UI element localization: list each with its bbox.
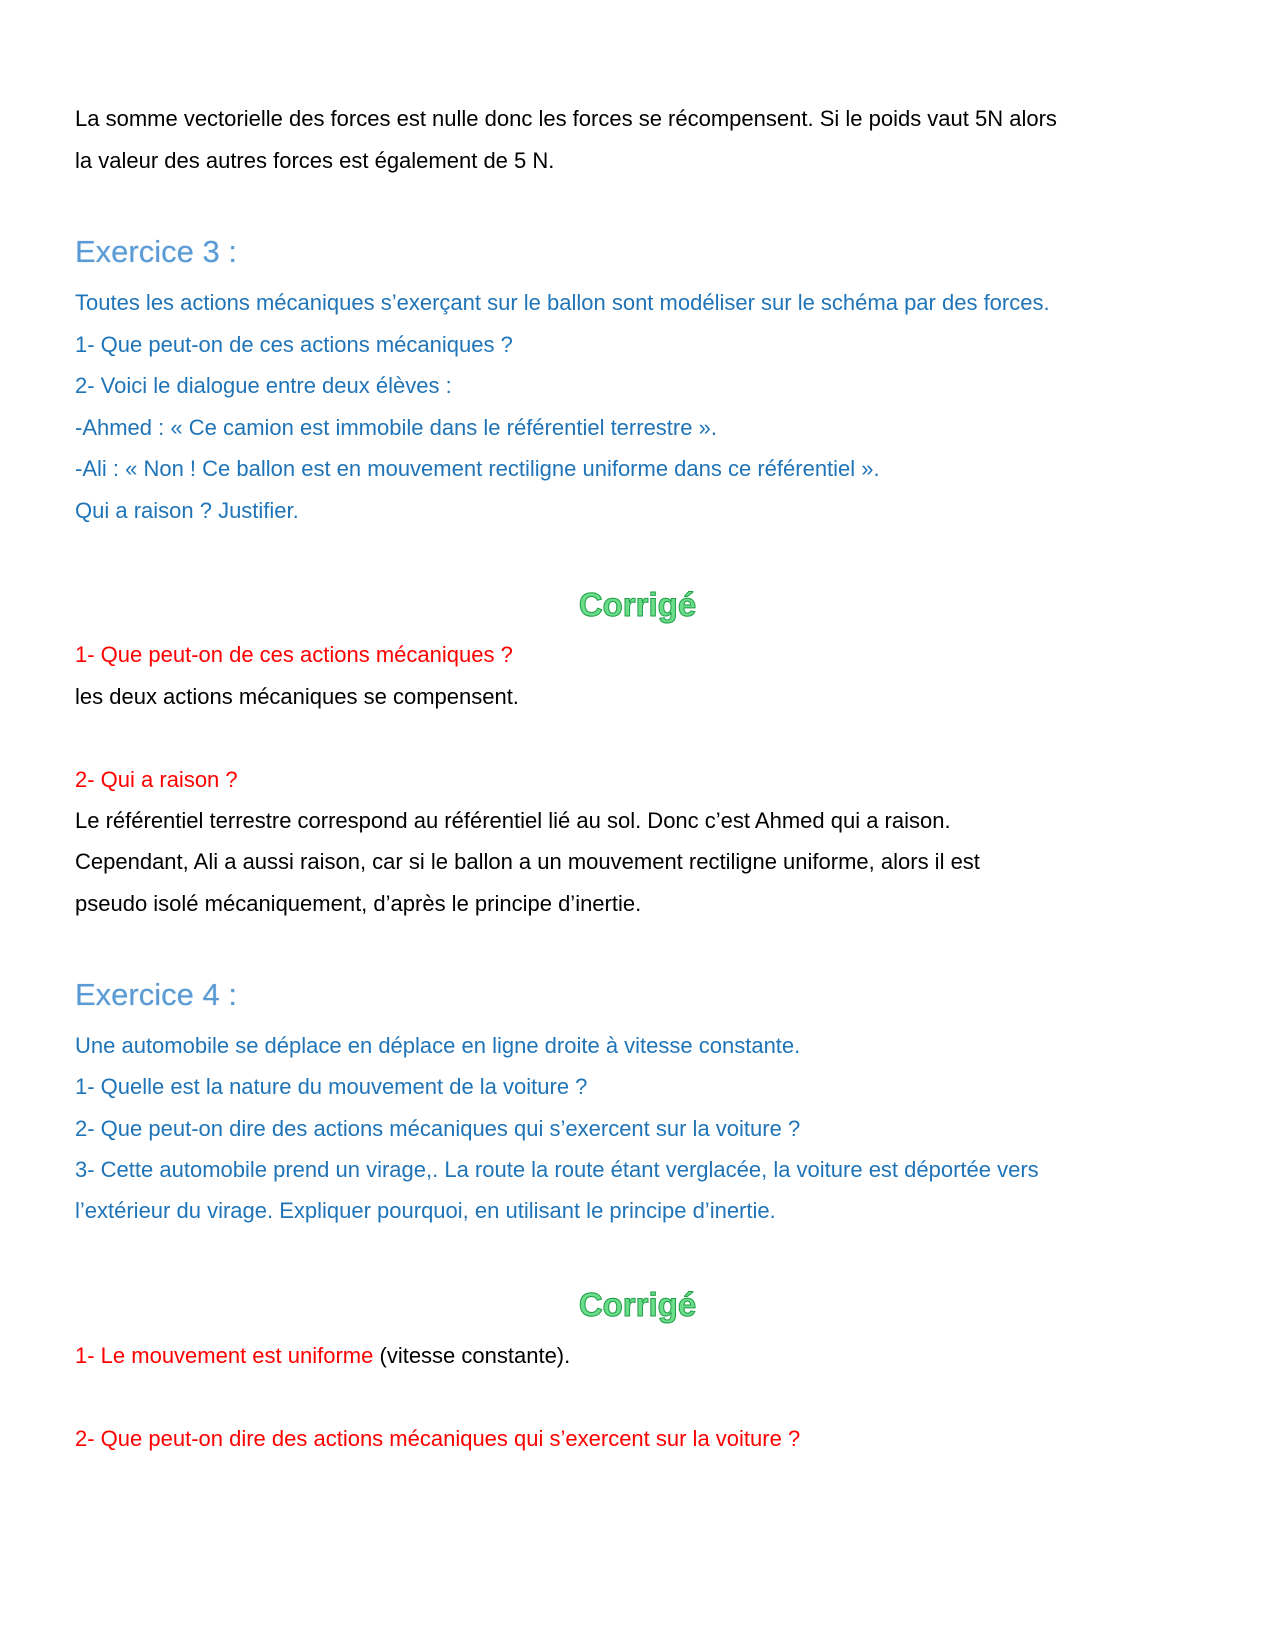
exercice-3-line: 1- Que peut-on de ces actions mécaniques ? [75,332,513,357]
exercice-4-line: l’extérieur du virage. Expliquer pourquoi, en utilisant le principe d’inertie. [75,1198,776,1223]
corrige-3-answer-2-line: pseudo isolé mécaniquement, d’après le principe d’inertie. [75,891,642,916]
corrige-3-title [0,584,1275,626]
corrige-4-question-2: 2- Que peut-on dire des actions mécaniques qui s’exercent sur la voiture ? [75,1426,801,1451]
corrige-3-answer-2-line: Cependant, Ali a aussi raison, car si le ballon a un mouvement rectiligne uniforme, alors il est [75,849,980,874]
intro-line-1: La somme vectorielle des forces est nulle donc les forces se récompensent. Si le poids vaut 5N alors [75,106,1057,131]
corrige-3-title-text: Corrigé [578,586,697,623]
exercice-4-title: Exercice 4 : [75,977,237,1012]
corrige-4-answer-1 [75,1341,570,1371]
corrige-3-question-1: 1- Que peut-on de ces actions mécaniques ? [75,642,513,667]
exercice-3-line: Toutes les actions mécaniques s’exerçant sur le ballon sont modéliser sur le schéma par des forces. [75,290,1050,315]
corrige-4-title-text: Corrigé [578,1286,697,1323]
exercice-4-line: Une automobile se déplace en déplace en ligne droite à vitesse constante. [75,1033,801,1058]
exercice-4-line: 2- Que peut-on dire des actions mécaniques qui s’exercent sur la voiture ? [75,1116,801,1141]
exercice-4-line: 3- Cette automobile prend un virage,. La route la route étant verglacée, la voiture est déportée vers [75,1157,1039,1182]
exercice-4-line: 1- Quelle est la nature du mouvement de la voiture ? [75,1074,588,1099]
corrige-3-answer-1: les deux actions mécaniques se compensent. [75,684,519,709]
corrige-3-answer-2-line: Le référentiel terrestre correspond au référentiel lié au sol. Donc c’est Ahmed qui a raison. [75,808,951,833]
corrige-4-answer-1-rest: (vitesse constante). [373,1343,571,1368]
corrige-4-answer-1-highlight: 1- Le mouvement est uniforme [75,1343,374,1368]
exercice-3-line: 2- Voici le dialogue entre deux élèves : [75,373,452,398]
intro-line-2: la valeur des autres forces est également de 5 N. [75,148,555,173]
exercice-3-line: Qui a raison ? Justifier. [75,498,299,523]
exercice-3-line: -Ali : « Non ! Ce ballon est en mouvement rectiligne uniforme dans ce référentiel ». [75,456,880,481]
corrige-4-title [0,1284,1275,1326]
exercice-3-title: Exercice 3 : [75,234,237,269]
corrige-3-question-2: 2- Qui a raison ? [75,767,238,792]
exercice-3-line: -Ahmed : « Ce camion est immobile dans le référentiel terrestre ». [75,415,717,440]
